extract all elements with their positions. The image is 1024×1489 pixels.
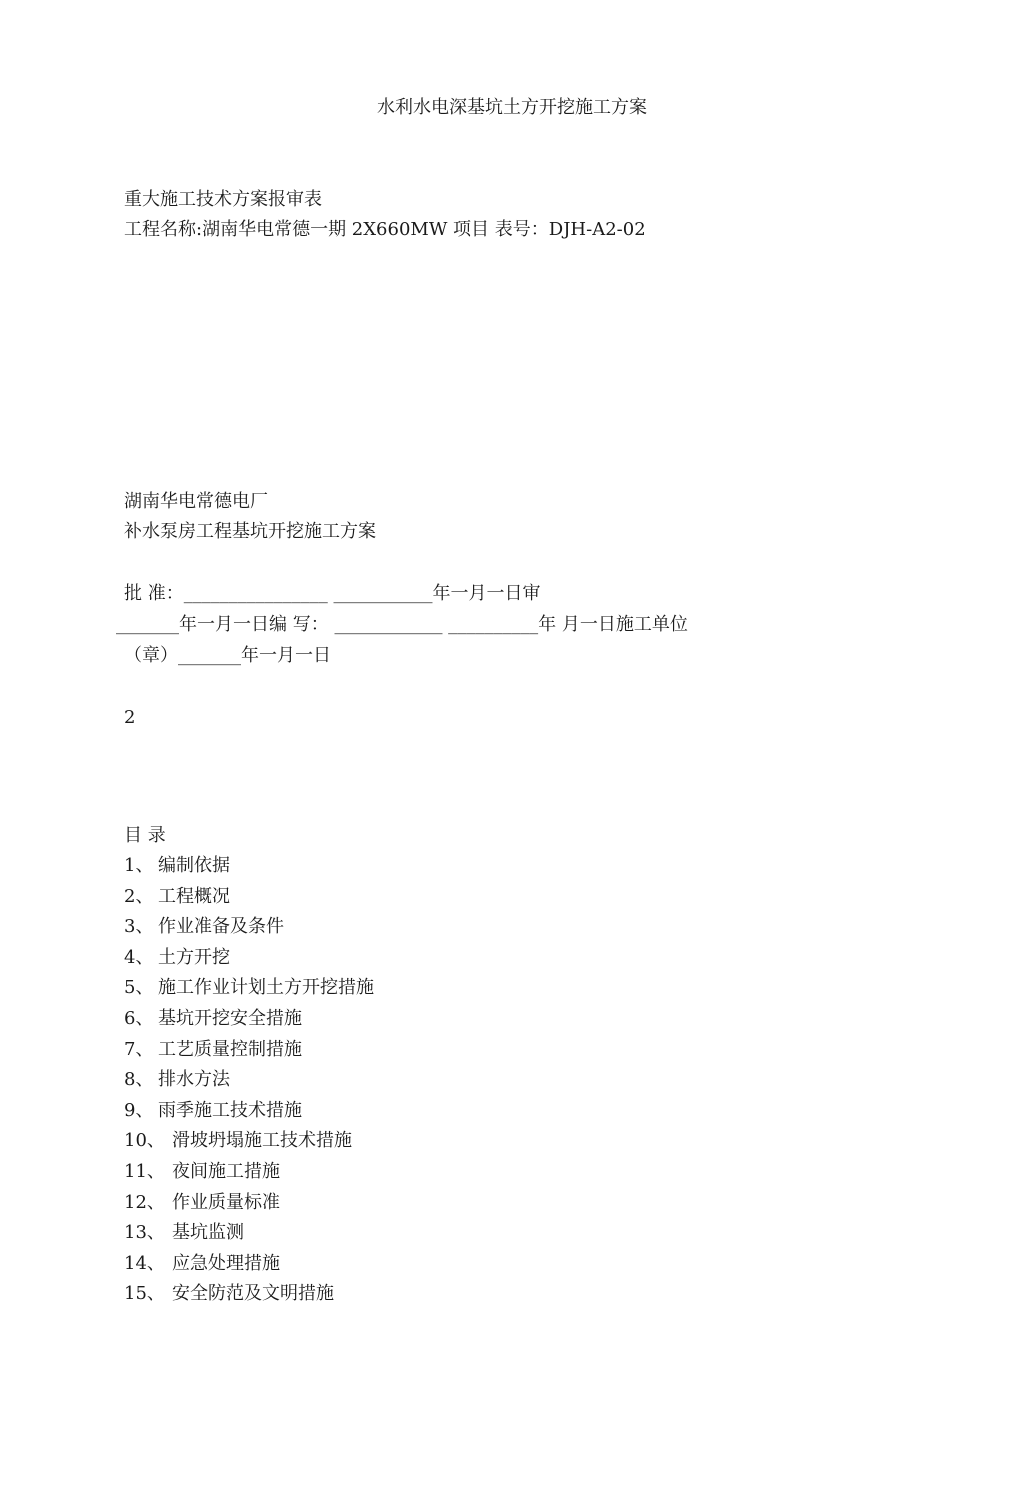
toc-item-label: 安全防范及文明措施 <box>172 1283 334 1304</box>
toc-item-label: 夜间施工措施 <box>172 1161 280 1182</box>
toc-item-number: 13、 <box>124 1222 165 1243</box>
approval-line-2: _______年一月一日编 写： ____________ __________年 月一日施工单位 <box>116 614 688 635</box>
approval-line-1: 批 准：________________ ___________年一月一日审 <box>124 583 541 604</box>
toc-item-label: 土方开挖 <box>158 947 230 968</box>
toc-item-number: 9、 <box>124 1100 154 1121</box>
toc-item-label: 作业质量标准 <box>172 1192 280 1213</box>
toc-item <box>124 1038 302 1062</box>
toc-item-label: 工程概况 <box>158 886 230 907</box>
project-info-line: 工程名称:湖南华电常德一期 2X660MW 项目 表号：DJH-A2-02 <box>124 219 646 240</box>
toc-item-label: 工艺质量控制措施 <box>158 1039 302 1060</box>
toc-item-number: 1、 <box>124 855 154 876</box>
toc-item <box>124 946 230 970</box>
plan-name: 补水泵房工程基坑开挖施工方案 <box>124 521 376 542</box>
toc-item <box>124 854 230 878</box>
toc-item-label: 基坑开挖安全措施 <box>158 1008 302 1029</box>
toc-item-number: 8、 <box>124 1069 154 1090</box>
toc-item-label: 排水方法 <box>158 1069 230 1090</box>
toc-item-label: 编制依据 <box>158 855 230 876</box>
toc-item-number: 6、 <box>124 1008 154 1029</box>
toc-item-number: 2、 <box>124 886 154 907</box>
toc-item-label: 滑坡坍塌施工技术措施 <box>172 1130 352 1151</box>
toc-item-number: 5、 <box>124 977 154 998</box>
toc-item <box>124 1221 244 1245</box>
toc-item-number: 14、 <box>124 1253 165 1274</box>
toc-item-label: 应急处理措施 <box>172 1253 280 1274</box>
toc-heading: 目 录 <box>124 825 166 846</box>
toc-item <box>124 976 374 1000</box>
toc-item <box>124 1129 352 1153</box>
toc-item <box>124 915 284 939</box>
toc-item-number: 3、 <box>124 916 154 937</box>
toc-item-label: 作业准备及条件 <box>158 916 284 937</box>
approval-line-3: （章）_______年一月一日 <box>124 645 331 666</box>
toc-item-label: 雨季施工技术措施 <box>158 1100 302 1121</box>
toc-item <box>124 1252 280 1276</box>
toc-item-number: 4、 <box>124 947 154 968</box>
toc-item <box>124 1191 280 1215</box>
toc-item-number: 10、 <box>124 1130 165 1151</box>
toc-item <box>124 1007 302 1031</box>
form-title: 重大施工技术方案报审表 <box>124 189 322 210</box>
toc-item <box>124 885 230 909</box>
toc-item <box>124 1160 280 1184</box>
toc-item <box>124 1068 230 1092</box>
toc-item <box>124 1282 334 1306</box>
company-name: 湖南华电常德电厂 <box>124 491 268 512</box>
toc-item-number: 11、 <box>124 1161 165 1182</box>
page-number: 2 <box>124 707 136 728</box>
document-title: 水利水电深基坑土方开挖施工方案 <box>377 97 647 118</box>
toc-item <box>124 1099 302 1123</box>
toc-item-number: 12、 <box>124 1192 165 1213</box>
toc-item-label: 施工作业计划土方开挖措施 <box>158 977 374 998</box>
toc-item-label: 基坑监测 <box>172 1222 244 1243</box>
toc-item-number: 7、 <box>124 1039 154 1060</box>
toc-item-number: 15、 <box>124 1283 165 1304</box>
